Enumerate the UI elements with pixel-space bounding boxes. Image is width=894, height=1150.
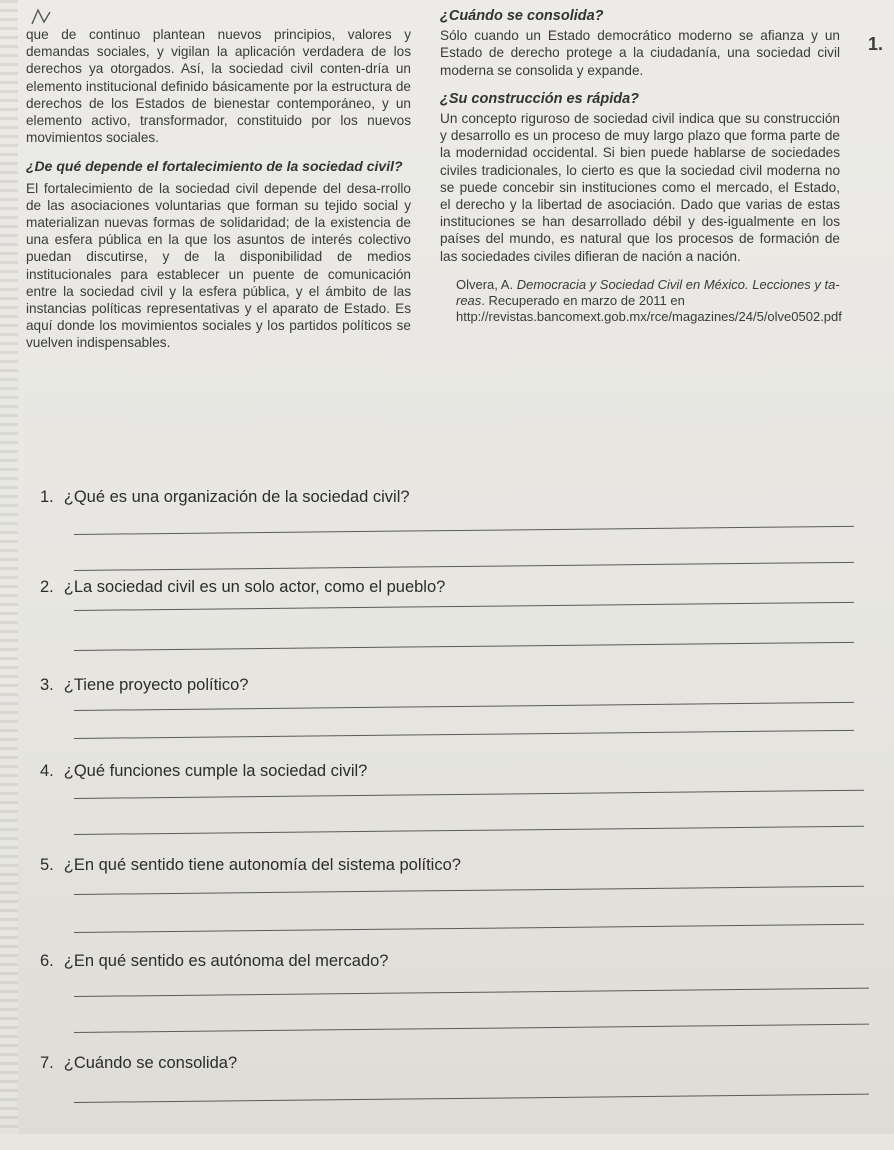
- answer-line[interactable]: [74, 826, 864, 835]
- question-text: [40, 578, 445, 597]
- citation-source: . Recuperado en marzo de 2011 en http://revistas.bancomext.gob.mx/rce/magazines/24/5/olve0502.pdf: [456, 292, 842, 324]
- answer-line[interactable]: [74, 988, 869, 997]
- question-item: [40, 488, 880, 584]
- question-item: [40, 578, 880, 674]
- question-number: 3.: [40, 676, 54, 694]
- answer-line[interactable]: [74, 562, 854, 571]
- page-number: 1.: [868, 34, 884, 54]
- right-paragraph-2: Un concepto riguroso de sociedad civil indica que su construcción y desarrollo es un proceso de muy largo plazo que forma parte de la modernidad occidental. Si bien puede hablarse de sociedades civiles tradicionales, lo cierto es que la sociedad civil moderna no se puede concebir sin instituciones como el mercado, el Estado, el derecho y la libertad de asociación. Dado que varias de estas instituciones se han desarrollado débil y des-igualmente en los países del mundo, es natural que los procesos de formación de las sociedades civiles difieran de nación a nación.: [440, 111, 840, 264]
- notebook-binding-edge: [0, 0, 18, 1134]
- answer-line[interactable]: [74, 702, 854, 711]
- right-heading-1: ¿Cuándo se consolida?: [440, 8, 604, 24]
- question-item: [40, 856, 880, 952]
- question-item: [40, 952, 880, 1048]
- left-heading: ¿De qué depende el fortalecimiento de la sociedad civil?: [26, 158, 403, 175]
- question-text: [40, 856, 461, 875]
- question-label: ¿Tiene proyecto político?: [63, 676, 249, 694]
- question-number: 1.: [40, 488, 54, 506]
- answer-line[interactable]: [74, 1094, 869, 1103]
- question-item: [40, 762, 880, 858]
- question-label: ¿Qué funciones cumple la sociedad civil?: [63, 762, 368, 780]
- left-paragraph-1: que de continuo plantean nuevos principios, valores y demandas sociales, y vigilan la aplicación verdadera de los derechos ya otorgados. Así, la sociedad civil conten-dría un elemento institucional definido básicamente por la estructura de derechos de los Estados de bienestar contemporáneo, y un elemento activo, transformador, constituido por los nuevos movimientos sociales.: [26, 27, 411, 146]
- answer-line[interactable]: [74, 526, 854, 535]
- question-number: 4.: [40, 762, 54, 780]
- question-label: ¿En qué sentido tiene autonomía del sistema político?: [63, 856, 461, 874]
- answer-line[interactable]: [74, 790, 864, 799]
- question-item: [40, 1054, 880, 1150]
- answer-line[interactable]: [74, 1024, 869, 1033]
- question-text: [40, 488, 410, 507]
- question-number: 2.: [40, 578, 54, 596]
- left-paragraph-2: El fortalecimiento de la sociedad civil depende del desa-rrollo de las asociaciones voluntarias que forman su tejido social y materializan nuevas formas de solidaridad; de la existencia de una esfera pública en la que los asuntos de interés colectivo puedan discutirse, y de la disponibilidad de medios institucionales para establecer un puente de comunicación entre la sociedad civil y la esfera pública, y el ámbito de las instancias políticas representativas y el aparato de Estado. Es aquí donde los movimientos sociales y los partidos políticos se vuelven indispensables.: [26, 180, 411, 351]
- right-heading-2: ¿Su construcción es rápida?: [440, 90, 640, 107]
- question-text: [40, 1054, 237, 1073]
- question-text: [40, 762, 367, 781]
- source-citation: [440, 277, 840, 325]
- question-number: 7.: [40, 1054, 54, 1072]
- answer-line[interactable]: [74, 642, 854, 651]
- answer-line[interactable]: [74, 730, 854, 739]
- right-paragraph-1: Sólo cuando un Estado democrático moderno se afianza y un Estado de derecho protege a la ciudadanía, una sociedad civil moderna se consolida y expande.: [440, 28, 840, 78]
- question-number: 5.: [40, 856, 54, 874]
- question-text: [40, 952, 388, 971]
- question-label: ¿En qué sentido es autónoma del mercado?: [63, 952, 389, 970]
- question-item: [40, 676, 880, 772]
- question-label: ¿Qué es una organización de la sociedad civil?: [63, 488, 410, 506]
- left-text-column: [26, 26, 411, 352]
- right-text-column: [440, 8, 840, 325]
- answer-line[interactable]: [74, 924, 864, 933]
- question-label: ¿La sociedad civil es un solo actor, como el pueblo?: [63, 578, 446, 596]
- citation-title: Democracia y Sociedad Civil en México. Lecciones y ta-reas: [456, 276, 840, 308]
- question-number: 6.: [40, 952, 54, 970]
- question-text: [40, 676, 248, 695]
- question-label: ¿Cuándo se consolida?: [63, 1054, 238, 1072]
- citation-author: Olvera, A.: [456, 276, 514, 292]
- answer-line[interactable]: [74, 602, 854, 611]
- answer-line[interactable]: [74, 886, 864, 895]
